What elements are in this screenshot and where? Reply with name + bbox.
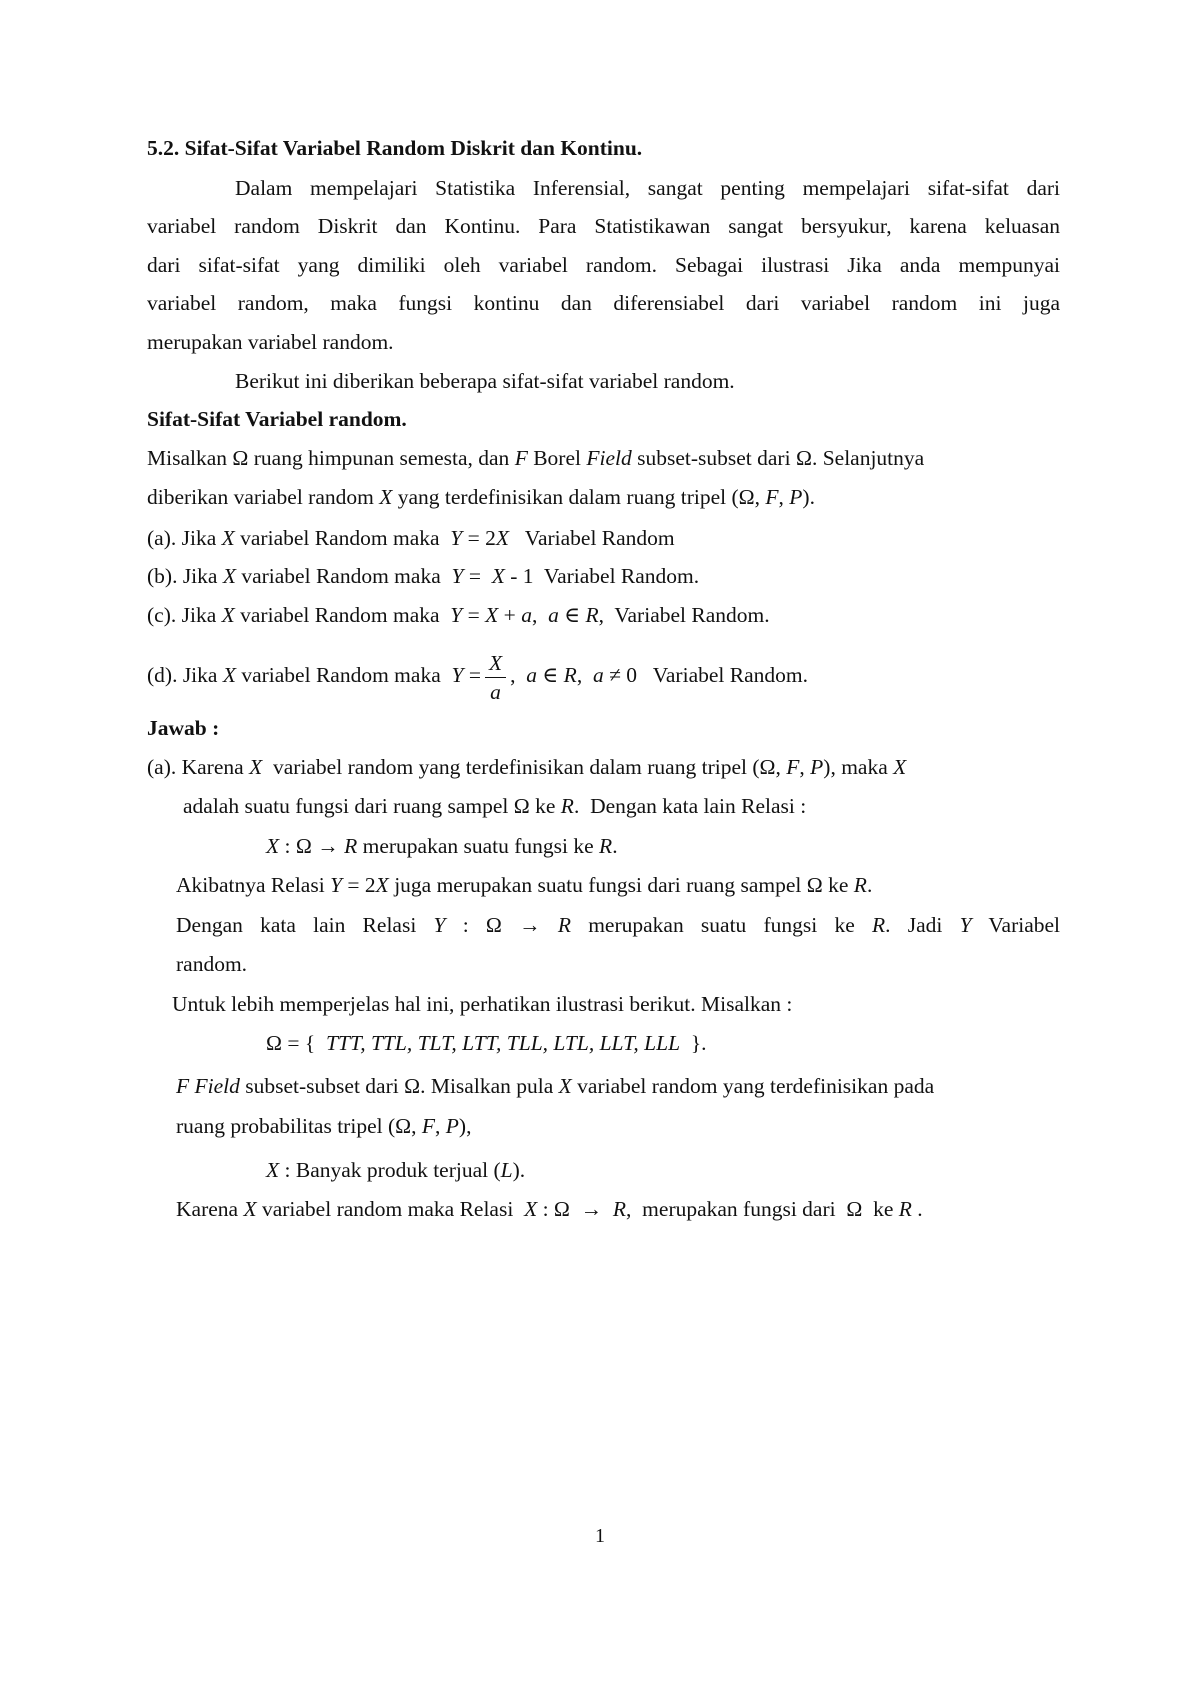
- item-a: (a). Jika X variabel Random maka Y = 2X Variabel Random: [147, 526, 675, 550]
- answer-line-11: X : Banyak produk terjual (L).: [266, 1158, 526, 1182]
- answer-line-4: Akibatnya Relasi Y = 2X juga merupakan suatu fungsi dari ruang sampel Ω ke R.: [176, 873, 873, 897]
- intro-line-3: dari sifat-sifat yang dimiliki oleh variabel random. Sebagai ilustrasi Jika anda mempunyai: [147, 253, 1060, 277]
- item-d: (d). Jika X variabel Random maka Y = $\frac{X}{a}$ , a ∈ R, a ≠ 0 Variabel Random.: [147, 650, 808, 704]
- answer-line-6: random.: [176, 952, 248, 976]
- omega-set-line: Ω = { TTT, TTL, TLT, LTT, TLL, LTL, LLT, LLL }.: [266, 1031, 707, 1055]
- answer-line-7: Untuk lebih memperjelas hal ini, perhatikan ilustrasi berikut. Misalkan :: [172, 992, 793, 1016]
- intro-line-4: variabel random, maka fungsi kontinu dan diferensiabel dari variabel random ini juga: [147, 291, 1060, 315]
- answer-line-9: F Field subset-subset dari Ω. Misalkan pula X variabel random yang terdefinisikan pada: [176, 1074, 935, 1098]
- answer-line-5: Dengan kata lain Relasi Y : Ω → R merupakan suatu fungsi ke R. Jadi Y Variabel: [176, 913, 1061, 937]
- page-number: 1: [595, 1525, 605, 1547]
- jawab-heading: Jawab :: [147, 716, 220, 740]
- intro-line-2: variabel random Diskrit dan Kontinu. Para Statistikawan sangat bersyukur, karena keluasan: [147, 214, 1060, 238]
- subheading: Sifat-Sifat Variabel random.: [147, 407, 407, 431]
- diberikan-line: diberikan variabel random X yang terdefinisikan dalam ruang tripel (Ω, F, P).: [147, 485, 815, 509]
- answer-line-1: (a). Karena X variabel random yang terdefinisikan dalam ruang tripel (Ω, F, P), maka X: [147, 755, 907, 779]
- fraction-x-over-a: $\frac{X}{a}$: [485, 649, 506, 706]
- answer-line-10: ruang probabilitas tripel (Ω, F, P),: [176, 1114, 472, 1138]
- answer-line-3: X : Ω → R merupakan suatu fungsi ke R.: [266, 834, 618, 858]
- intro-paragraph-2: Berikut ini diberikan beberapa sifat-sifat variabel random.: [235, 369, 735, 393]
- answer-line-12: Karena X variabel random maka Relasi X : Ω → R, merupakan fungsi dari Ω ke R .: [176, 1197, 923, 1221]
- section-heading: 5.2. Sifat-Sifat Variabel Random Diskrit dan Kontinu.: [147, 136, 643, 160]
- answer-line-2: adalah suatu fungsi dari ruang sampel Ω ke R. Dengan kata lain Relasi :: [183, 794, 807, 818]
- intro-line-1: Dalam mempelajari Statistika Inferensial, sangat penting mempelajari sifat-sifat dari: [235, 176, 1060, 200]
- item-b: (b). Jika X variabel Random maka Y = X - 1 Variabel Random.: [147, 564, 700, 588]
- intro-line-5: merupakan variabel random.: [147, 330, 394, 354]
- item-c: (c). Jika X variabel Random maka Y = X + a, a ∈ R, Variabel Random.: [147, 603, 770, 627]
- misalkan-line: Misalkan Ω ruang himpunan semesta, dan F Borel Field subset-subset dari Ω. Selanjutnya: [147, 446, 925, 470]
